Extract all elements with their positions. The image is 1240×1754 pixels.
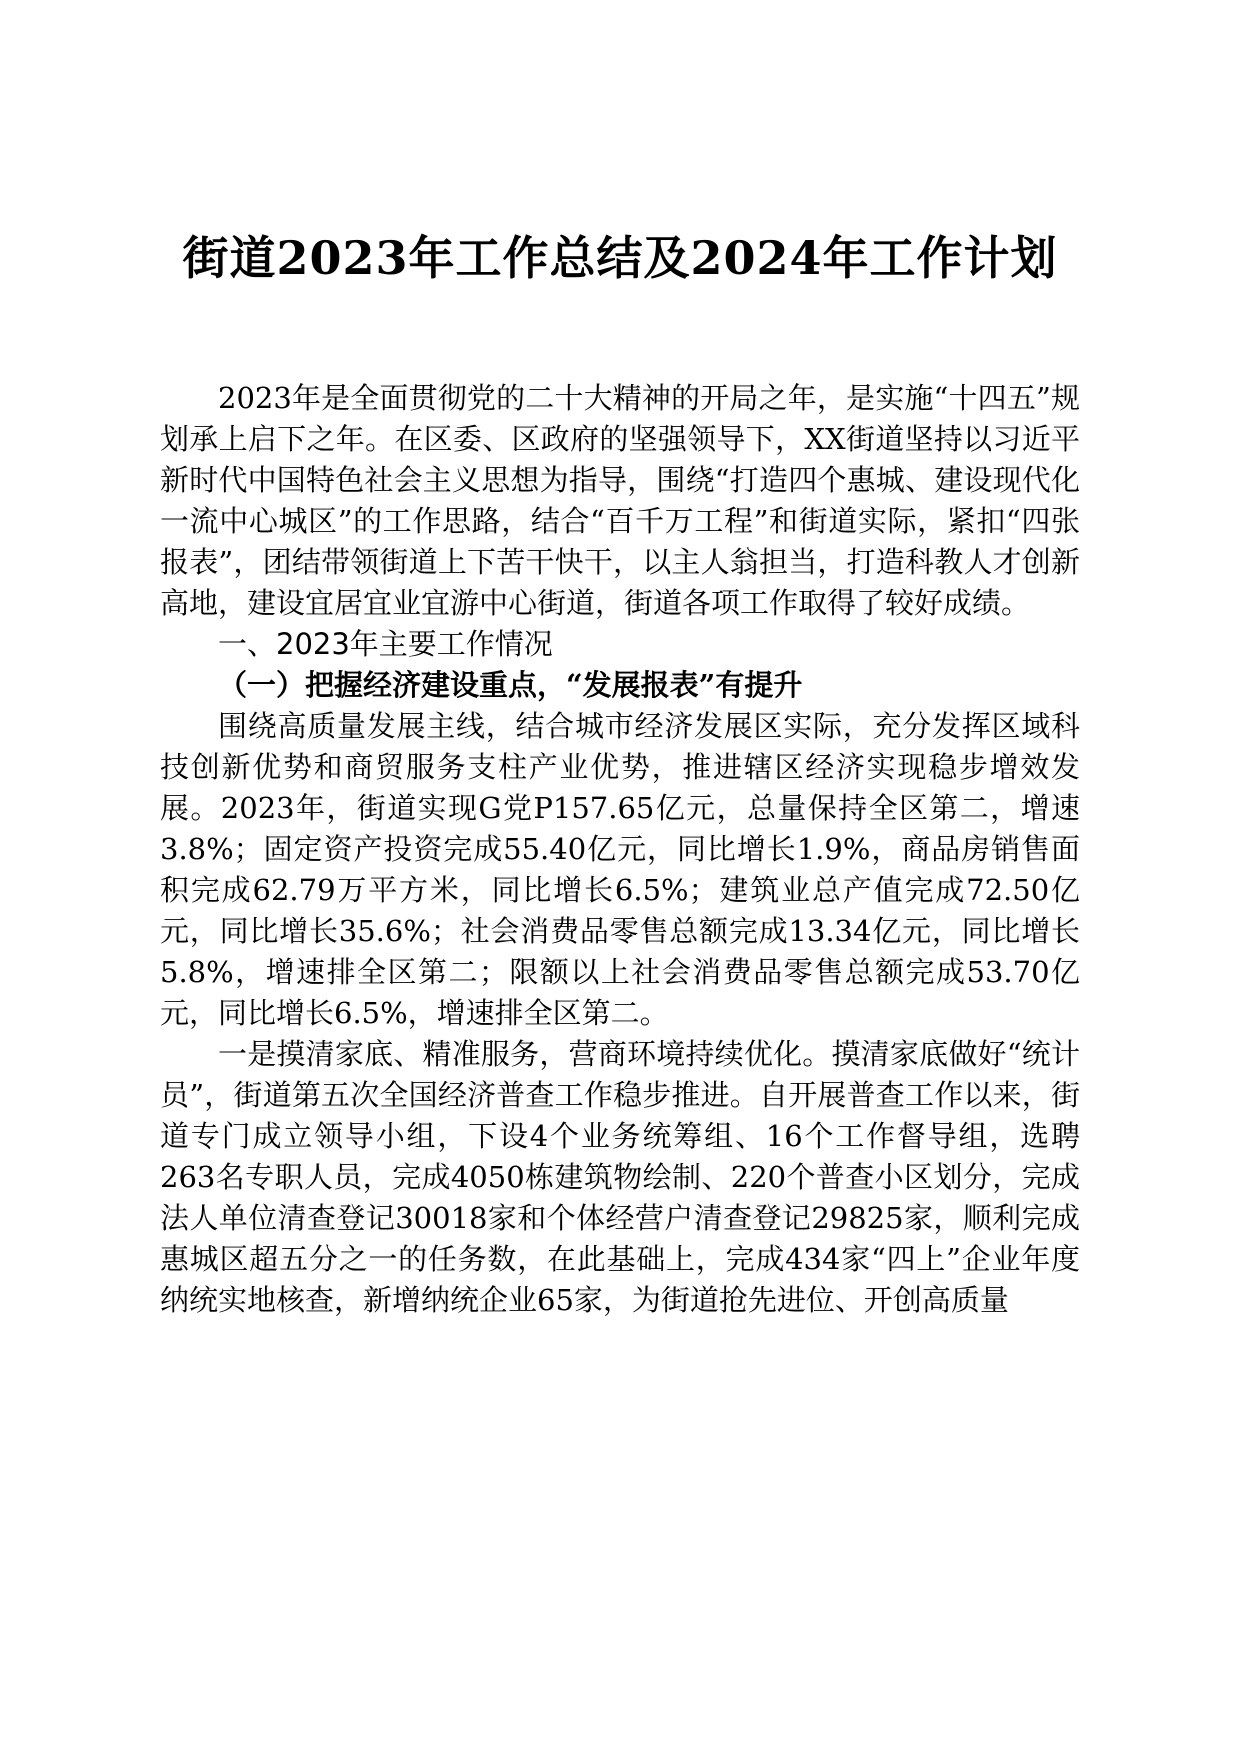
business-environment-paragraph: 一是摸清家底、精准服务，营商环境持续优化。摸清家底做好“统计员”，街道第五次全国经济普查工作稳步推进。自开展普查工作以来，街道专门成立领导小组，下设4个业务统筹组、16个工作督导组，选聘263名专职人员，完成4050栋建筑物绘制、220个普查小区划分，完成法人单位清查登记30018家和个体经营户清查登记29825家，顺利完成惠城区超五分之一的任务数，在此基础上，完成434家“四上”企业年度纳统实地核查，新增纳统企业65家，为街道抢先进位、开创高质量 — [160, 1037, 1080, 1317]
document-title: 街道2023年工作总结及2024年工作计划 — [182, 231, 1058, 285]
intro-paragraph: 2023年是全面贯彻党的二十大精神的开局之年，是实施“十四五”规划承上启下之年。在区委、区政府的坚强领导下，XX街道坚持以习近平新时代中国特色社会主义思想为指导，围绕“打造四个惠城、建设现代化一流中心城区”的工作思路，结合“百千万工程”和街道实际，紧扣“四张报表”，团结带领街道上下苦干快干，以主人翁担当，打造科教人才创新高地，建设宜居宜业宜游中心街道，街道各项工作取得了较好成绩。 — [160, 381, 1080, 620]
section-heading: 一、2023年主要工作情况 — [218, 627, 553, 661]
subsection-heading: （一）把握经济建设重点，“发展报表”有提升 — [218, 668, 803, 702]
document-body — [160, 378, 1080, 1321]
economy-paragraph: 围绕高质量发展主线，结合城市经济发展区实际，充分发挥区域科技创新优势和商贸服务支柱产业优势，推进辖区经济实现稳步增效发展。2023年，街道实现G党P157.65亿元，总量保持全区第二，增速3.8%；固定资产投资完成55.40亿元，同比增长1.9%，商品房销售面积完成62.79万平方米，同比增长6.5%；建筑业总产值完成72.50亿元，同比增长35.6%；社会消费品零售总额完成13.34亿元，同比增长5.8%，增速排全区第二；限额以上社会消费品零售总额完成53.70亿元，同比增长6.5%，增速排全区第二。 — [160, 709, 1080, 1030]
